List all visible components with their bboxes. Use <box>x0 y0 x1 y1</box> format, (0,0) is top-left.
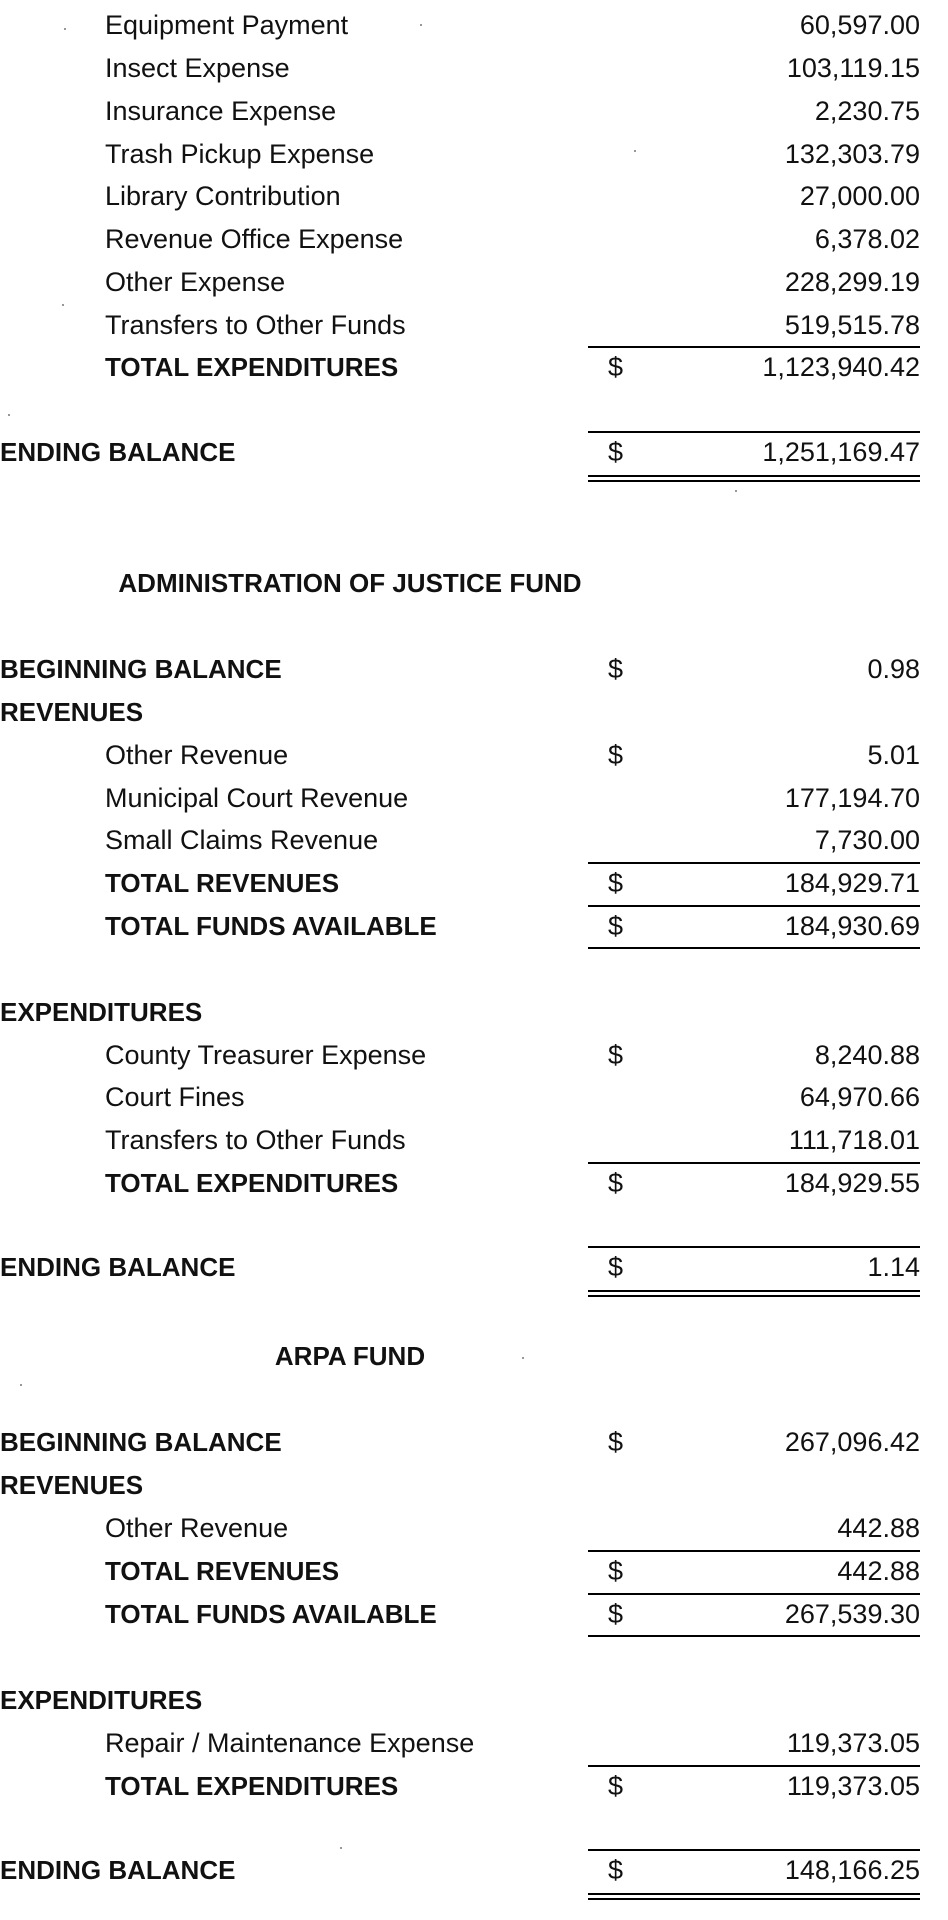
total-row <box>0 348 948 386</box>
scan-speck <box>64 28 66 30</box>
ending-balance-row <box>0 433 948 471</box>
line-item-amount: 111,718.01 <box>788 1125 920 1155</box>
total-expenditures-amount: 1,123,940.42 <box>762 352 920 382</box>
line-item-row <box>0 1121 948 1159</box>
dollar-sign: $ <box>608 1599 624 1629</box>
line-item-label: Equipment Payment <box>105 10 349 40</box>
ending-balance-amount: 1,251,169.47 <box>762 437 920 467</box>
total-row <box>0 1164 948 1202</box>
total-funds-available-label: TOTAL FUNDS AVAILABLE <box>105 1599 437 1629</box>
ending-balance-row <box>0 1851 948 1889</box>
line-item-label: Other Expense <box>105 267 286 297</box>
line-item-row <box>0 92 948 130</box>
dollar-sign: $ <box>608 1855 624 1885</box>
section-heading-row <box>0 1681 948 1719</box>
line-item-label: Small Claims Revenue <box>105 825 379 855</box>
double-underline-rule <box>588 475 920 482</box>
total-expenditures-label: TOTAL EXPENDITURES <box>105 352 399 382</box>
line-item-label: Repair / Maintenance Expense <box>105 1728 475 1758</box>
line-item-amount: 442.88 <box>837 1513 920 1543</box>
line-item-label: Transfers to Other Funds <box>105 1125 406 1155</box>
fund-title: ADMINISTRATION OF JUSTICE FUND <box>118 568 582 598</box>
ending-balance-label: ENDING BALANCE <box>0 437 236 467</box>
line-item-row <box>0 1724 948 1762</box>
ending-balance-label: ENDING BALANCE <box>0 1252 236 1282</box>
line-item-amount: 119,373.05 <box>786 1728 920 1758</box>
line-item-row <box>0 1036 948 1074</box>
dollar-sign: $ <box>608 1168 624 1198</box>
line-item-label: Municipal Court Revenue <box>105 783 409 813</box>
line-item-label: County Treasurer Expense <box>105 1040 427 1070</box>
dollar-sign: $ <box>608 1040 624 1070</box>
ending-balance-amount: 1.14 <box>867 1252 920 1282</box>
total-revenues-label: TOTAL REVENUES <box>105 868 340 898</box>
beginning-balance-row <box>0 1423 948 1461</box>
scan-speck <box>634 150 636 152</box>
line-item-row <box>0 220 948 258</box>
scan-speck <box>420 24 422 26</box>
beginning-balance-amount: 267,096.42 <box>784 1427 920 1457</box>
dollar-sign: $ <box>608 654 624 684</box>
line-item-row <box>0 6 948 44</box>
total-row <box>0 907 948 945</box>
line-item-row <box>0 779 948 817</box>
line-item-row <box>0 49 948 87</box>
line-item-label: Court Fines <box>105 1082 245 1112</box>
beginning-balance-label: BEGINNING BALANCE <box>0 654 282 684</box>
dollar-sign: $ <box>608 352 624 382</box>
scan-speck <box>735 490 737 492</box>
line-item-amount: 8,240.88 <box>814 1040 920 1070</box>
total-funds-available-amount: 267,539.30 <box>784 1599 920 1629</box>
beginning-balance-label: BEGINNING BALANCE <box>0 1427 282 1457</box>
dollar-sign: $ <box>608 1427 624 1457</box>
section-heading-row <box>0 993 948 1031</box>
total-revenues-label: TOTAL REVENUES <box>105 1556 340 1586</box>
dollar-sign: $ <box>608 911 624 941</box>
fund-title-row <box>0 1337 948 1375</box>
line-item-amount: 7,730.00 <box>814 825 920 855</box>
line-item-label: Other Revenue <box>105 740 289 770</box>
expenditures-heading: EXPENDITURES <box>0 997 203 1027</box>
total-revenues-amount: 184,929.71 <box>784 868 920 898</box>
line-item-label: Trash Pickup Expense <box>105 139 375 169</box>
line-item-label: Revenue Office Expense <box>105 224 404 254</box>
line-item-label: Transfers to Other Funds <box>105 310 406 340</box>
line-item-row <box>0 736 948 774</box>
scan-speck <box>8 414 10 416</box>
line-item-amount: 103,119.15 <box>786 53 920 83</box>
line-item-amount: 6,378.02 <box>814 224 920 254</box>
scan-speck <box>340 1847 342 1849</box>
subtotal-rule <box>588 947 920 949</box>
scan-speck <box>62 304 64 306</box>
double-underline-rule <box>588 1290 920 1297</box>
revenues-heading: REVENUES <box>0 1470 144 1500</box>
fund-title: ARPA FUND <box>274 1341 426 1371</box>
line-item-amount: 2,230.75 <box>814 96 920 126</box>
total-revenues-amount: 442.88 <box>837 1556 920 1586</box>
line-item-amount: 132,303.79 <box>784 139 920 169</box>
total-expenditures-label: TOTAL EXPENDITURES <box>105 1771 399 1801</box>
line-item-label: Insect Expense <box>105 53 290 83</box>
total-row <box>0 1552 948 1590</box>
line-item-row <box>0 1078 948 1116</box>
scan-speck <box>522 1357 524 1359</box>
dollar-sign: $ <box>608 868 624 898</box>
section-heading-row <box>0 1466 948 1504</box>
line-item-amount: 177,194.70 <box>784 783 920 813</box>
double-underline-rule <box>588 1893 920 1900</box>
beginning-balance-row <box>0 650 948 688</box>
total-expenditures-label: TOTAL EXPENDITURES <box>105 1168 399 1198</box>
line-item-label: Other Revenue <box>105 1513 289 1543</box>
section-heading-row <box>0 693 948 731</box>
line-item-amount: 64,970.66 <box>799 1082 920 1112</box>
total-expenditures-amount: 184,929.55 <box>784 1168 920 1198</box>
line-item-row <box>0 263 948 301</box>
line-item-row <box>0 306 948 344</box>
total-row <box>0 1767 948 1805</box>
dollar-sign: $ <box>608 437 624 467</box>
dollar-sign: $ <box>608 1556 624 1586</box>
line-item-row <box>0 135 948 173</box>
line-item-label: Library Contribution <box>105 181 341 211</box>
ending-balance-amount: 148,166.25 <box>784 1855 920 1885</box>
subtotal-rule <box>588 1635 920 1637</box>
line-item-row <box>0 821 948 859</box>
dollar-sign: $ <box>608 740 624 770</box>
revenues-heading: REVENUES <box>0 697 144 727</box>
dollar-sign: $ <box>608 1771 624 1801</box>
total-funds-available-label: TOTAL FUNDS AVAILABLE <box>105 911 437 941</box>
total-row <box>0 1595 948 1633</box>
line-item-row <box>0 177 948 215</box>
beginning-balance-amount: 0.98 <box>867 654 920 684</box>
ending-balance-row <box>0 1248 948 1286</box>
dollar-sign: $ <box>608 1252 624 1282</box>
line-item-amount: 60,597.00 <box>799 10 920 40</box>
line-item-row <box>0 1509 948 1547</box>
line-item-amount: 228,299.19 <box>784 267 920 297</box>
line-item-amount: 27,000.00 <box>799 181 920 211</box>
ending-balance-label: ENDING BALANCE <box>0 1855 236 1885</box>
line-item-amount: 519,515.78 <box>784 310 920 340</box>
total-funds-available-amount: 184,930.69 <box>784 911 920 941</box>
line-item-amount: 5.01 <box>867 740 920 770</box>
total-expenditures-amount: 119,373.05 <box>786 1771 920 1801</box>
total-row <box>0 864 948 902</box>
expenditures-heading: EXPENDITURES <box>0 1685 203 1715</box>
fund-title-row <box>0 564 948 602</box>
scan-speck <box>20 1384 22 1386</box>
line-item-label: Insurance Expense <box>105 96 337 126</box>
